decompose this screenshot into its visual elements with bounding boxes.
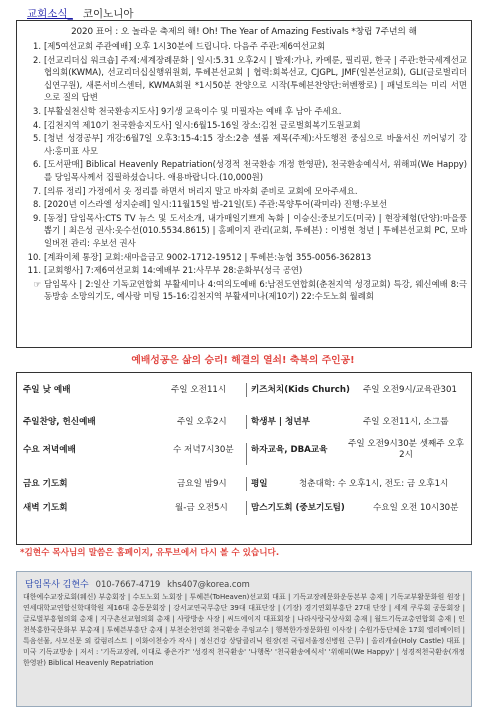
divider (246, 383, 247, 397)
item-text: [도서판매] Biblical Heavenly Repatriation(성경적 천국환송 개정 한영판), 천국환송예식서, 위해피(We Happy)를 당임목사께서 집필하셨습니다. 애용바랍니다.(10,000원) (44, 159, 467, 182)
service-name: 금요 기도회 (23, 479, 68, 489)
schedule-row (17, 379, 471, 401)
schedule-row (17, 439, 471, 469)
pastor-email: khs407@korea.com (167, 579, 250, 589)
item-text: [부활실천신학 천국환송지도사] 9기생 교육이수 및 미필자는 예배 후 남아 주세요. (44, 105, 342, 116)
announcement-item (23, 185, 467, 198)
announcement-list (17, 40, 471, 303)
worship-banner: 예배성공은 삶의 승리! 해결의 열쇠! 축복의 주인공! (131, 355, 355, 366)
header (27, 6, 134, 21)
item-number: 6. (33, 159, 41, 170)
item-text: [계좌이체 통장] 교회:새마을금고 9002-1712-19512 | 투헤븐:농협 355-0056-362813 (44, 251, 372, 262)
announcement-item (23, 54, 467, 104)
item-number: 3. (33, 105, 41, 116)
service-name: 키즈처치(Kids Church) (251, 385, 350, 395)
schedule-row (17, 411, 471, 433)
service-time: 청춘대학: 수 오후1시, 전도: 금 오후1시 (299, 479, 449, 489)
service-time: 수 저녁7시30분 (173, 445, 234, 455)
item-text: [김천지역 제10기 천국환송지도사] 일시:6월15-16일 장소:김천 글로벌회복기도원교회 (44, 119, 361, 130)
service-time: 주일 오전11시, 소그룹 (363, 417, 449, 427)
item-text: [2020년 이스라엘 성지순례] 일시:11월15일 밤-21일(토) 주관:목양투어(곽미라) 진행:우보선 (44, 199, 388, 210)
pastor-phone: 010-7667-4719 (95, 579, 161, 589)
announcement-item (23, 119, 467, 132)
item-number: 5. (33, 133, 41, 144)
pointing-hand-icon: ☞ (33, 278, 41, 289)
announcement-item (23, 105, 467, 118)
motto-title: 2020 표어 : 오 놀라운 축제의 해! Oh! The Year of Amazing Festivals *창립 7주년의 해 (71, 27, 417, 37)
announcement-item (23, 264, 467, 277)
item-text: [의류 정리] 가정에서 옷 정리를 하면서 버리지 말고 바자회 준비로 교회에 모아주세요. (44, 185, 358, 196)
section-title: 교회소식_ (27, 8, 73, 20)
announcement-item (23, 251, 467, 264)
church-name: 코이노니아 (82, 8, 134, 20)
announcement-item (23, 198, 467, 211)
pastor-name: 담임목사 김현수 (25, 580, 89, 590)
item-number: 4. (33, 119, 41, 130)
service-name: 주일 낮 예배 (23, 385, 71, 395)
service-time: 월-금 오전5시 (175, 503, 228, 513)
divider (246, 477, 247, 491)
item-text: [청년 성경공부] 개강:6월7일 오후3:15-4:15 장소:2층 셀룸 제목(주제):사도행전 중심으로 바울서신 끼어넣기 강사:홍미표 사모 (44, 133, 467, 156)
service-time: 주일 오전11시 (171, 385, 227, 395)
announcement-item (23, 278, 467, 303)
item-number: 2. (33, 54, 41, 65)
service-name: 주일찬양, 헌신예배 (23, 417, 96, 427)
divider (246, 501, 247, 515)
announcement-box (16, 20, 472, 348)
item-number: 9. (33, 212, 41, 223)
service-name: 수요 저녁예배 (23, 445, 76, 455)
pastor-contact-line (25, 577, 250, 590)
service-time: 주일 오후2시 (177, 417, 227, 427)
schedule-row (17, 497, 471, 519)
item-text: 담임목사 | 2:일산 기독교연합회 부활세미나 4:여의도예배 6:남전도연합회(춘천지역 성경교회) 특강, 웨신예배 8:극동방송 소망의기도, 예사랑 미팅 15-16:김천지역 부활세미나(제10기) 22:수도노회 월례회 (44, 278, 467, 302)
announcement-item (23, 40, 467, 53)
pastor-profile: 대한예수교장로회(웨신) 부총회장 | 수도노회 노회장 | 투헤븐(ToHeaven)선교회 대표 | 기독교장례문화운동본부 총재 | 기독교부활문화원 원장 | 연세대학교연합신학대학원 제16대 총동문회장 | 강서교연국무총단 39대 대표단장 | (기장) 경기연회부흥단 27대 단장 | 세계 쿠루회 공동회장 | 글로벌부흥협의회 총재 | 지구촌선교협의회 총재 | 사랑방송 사장 | 씨드에이지 대표회장 | 나라사랑국상사회 총재 | 월드기독교총연합회 총재 | 인천북홍한국문화부 부총재 | 투헤븐부흥단 총재 | 부천순천연회 천국환송 주임교수 | 행복한가정문화원 이사장 | 수원가동단체운 17회 엘리베이터 | 특음선물, 사모신문 외 칼럼리스트 | 이화이천승가 작사 | 정신건강 상담클리닉 원장(전 국립서울정신병원 근무) | 올리캐슬(Holy Castle) 대표 | 미국 기독교방송 | 저서 : '기독교장례, 이대로 좋은가?' '성경적 천국환송' '나행목' '천국환송예식서' '위해피(We Happy)' | 성경적천국환송(개정 한영판) Biblical Heavenly Repatriation (23, 593, 465, 667)
item-number: 8. (33, 199, 41, 210)
announcement-item (23, 158, 467, 183)
divider (246, 415, 247, 429)
item-number: 1. (33, 41, 41, 51)
item-number: 10. (27, 251, 41, 262)
item-number: 7. (33, 185, 41, 196)
sermon-replay-note: *김현수 목사님의 말씀은 홈페이지, 유투브에서 다시 볼 수 있습니다. (20, 548, 280, 558)
service-time: 주일 오전9시30분 셋째주 오후2시 (348, 439, 464, 460)
item-text: [교회행사] 7:제6여선교회 14:예배부 21:사무부 28:운화부(성극 공연) (44, 265, 303, 276)
service-name: 하자교육, DBA교육 (251, 445, 328, 455)
item-text: [선교리더십 워크숍] 주제:세계장례문화 | 일시:5.31 오후2시 | 발제:가나, 카메룬, 필리핀, 한국 | 주관:한국세계선교협의회(KWMA), 선교리더십실행위원회, 투헤븐선교회 | 협력:회복선교, CJGPL, JMF(일본선교회), GLI(글로벌리더십연구원), 새론서비스센터, KWMA회원 *1시50분 찬양으로 시작(투헤븐찬양단:허벤짱로) | 패널토의는 미리 서면으로 질의 답변 (44, 54, 467, 103)
divider (246, 443, 247, 465)
service-time: 주일 오전9시/교육관301 (363, 385, 457, 395)
item-text: [제5여선교회 주관예배] 오후 1시30분에 드립니다. 다음주 주관:제6여선교회 (44, 41, 326, 51)
service-name: 새벽 기도회 (23, 503, 68, 513)
service-time: 수요일 오전 10시30분 (373, 503, 459, 513)
worship-schedule (16, 372, 472, 545)
service-name: 맘스기도회 (중보기도팀) (251, 503, 345, 513)
service-time: 금요일 밤9시 (177, 479, 227, 489)
item-number: 11. (27, 265, 41, 276)
announcement-item (23, 212, 467, 250)
pastor-contact-box (16, 571, 472, 707)
item-text: [동정] 담임목사:CTS TV 뉴스 및 도서소개, 내가매일기쁘게 녹화 | 이승신:중보기도(미국) | 현장체험(단양):마을풍 뽑기 | 최은성 권사:옷수선(010.5534.8615) | 홈페이지 관리(교회, 투헤븐) : 이병현 청년 | 투헤븐선교회 PC, 모바일버전 관리: 우보선 권사 (44, 212, 467, 248)
service-name: 평일 (251, 479, 268, 489)
service-name: 학생부 | 청년부 (251, 417, 310, 427)
schedule-row (17, 473, 471, 495)
announcement-item (23, 132, 467, 157)
